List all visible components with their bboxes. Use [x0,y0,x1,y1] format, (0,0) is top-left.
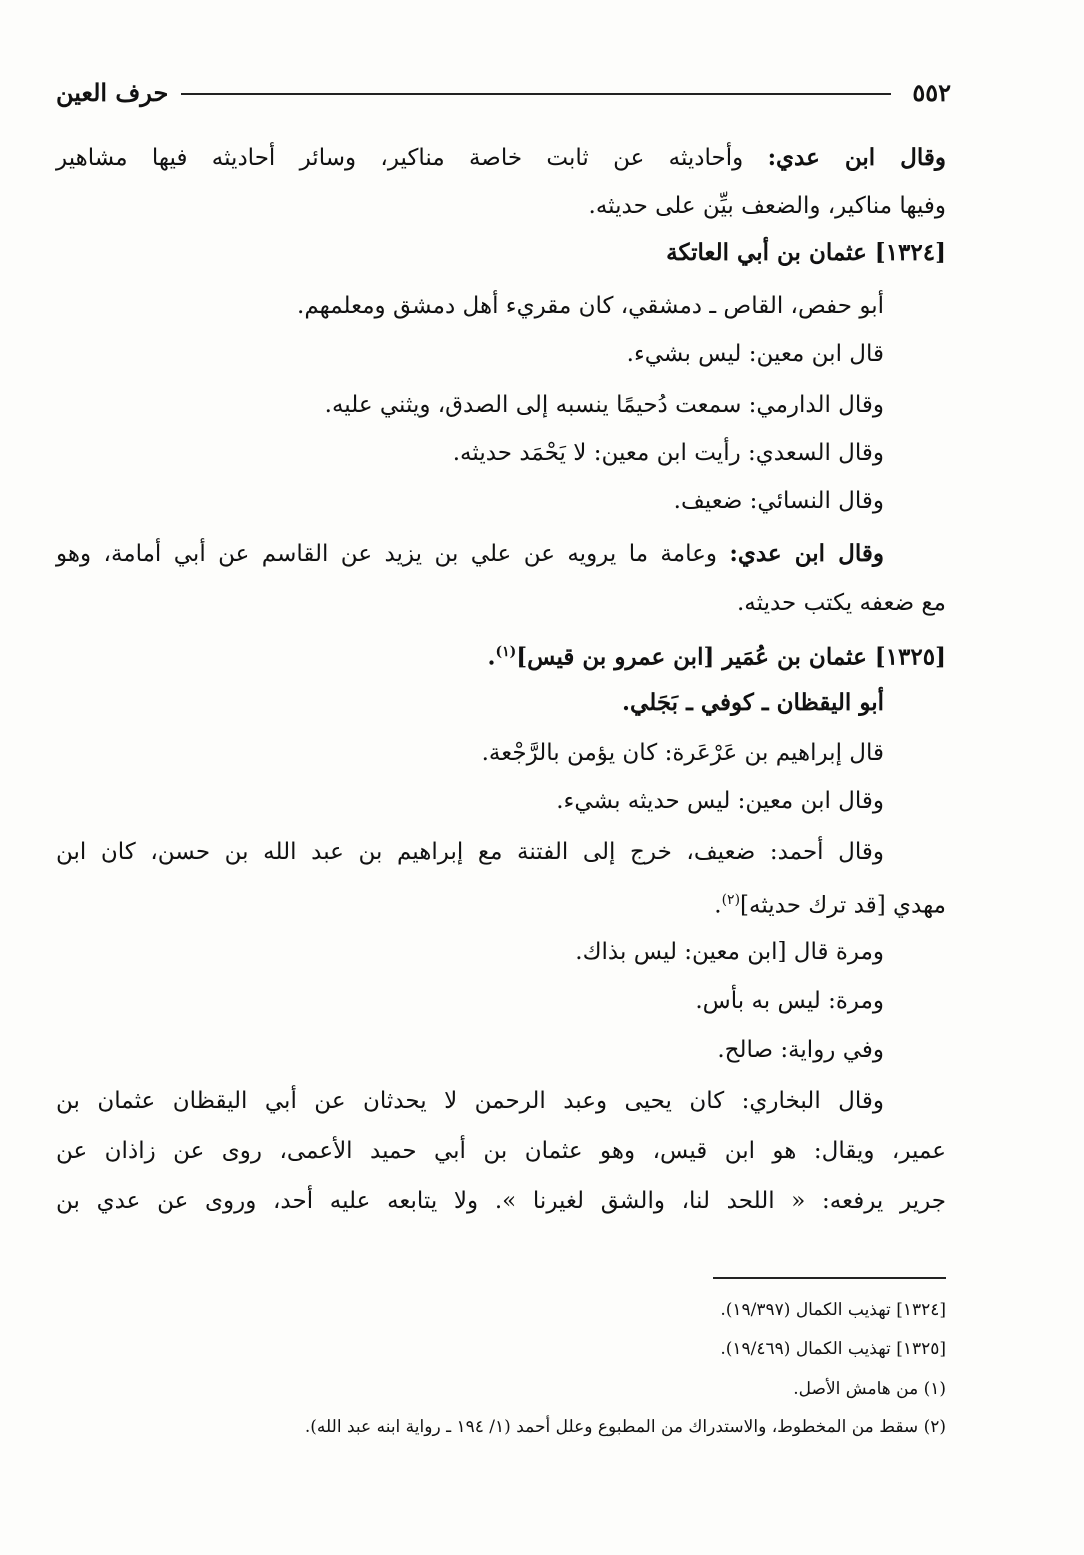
text-line: وقال الدارمي: سمعت دُحيمًا ينسبه إلى الصدق، ويثني عليه. [324,392,884,418]
text-line: جرير يرفعه: « اللحد لنا، والشق لغيرنا ». ولا يتابعه عليه أحد، وروى عن عدي بن [56,1188,946,1214]
header-rule [181,93,891,95]
text-line: عمير، ويقال: هو ابن قيس، وهو عثمان بن أبي حميد الأعمى، روى عن زاذان عن [56,1138,946,1164]
entry-title-1325: [١٣٢٥] عثمان بن عُمَير [ابن عمرو بن قيس]$^{(١)}$. [487,643,946,671]
text-line: ومرة قال [ابن معين: ليس بذاك. [575,939,884,965]
text-line: وقال أحمد: ضعيف، خرج إلى الفتنة مع إبراهيم بن عبد الله بن حسن، كان ابن [56,839,884,865]
text-line: وفيها مناكير، والضعف بيِّن على حديثه. [588,193,946,219]
footnote-ref: (٢) [721,892,741,908]
text-line: أبو اليقظان ـ كوفي ـ بَجَلي. [622,689,884,716]
footnote-rule [713,1277,946,1279]
entry-title-1324: [١٣٢٤] عثمان بن أبي العاتكة [666,239,946,266]
text-line: مع ضعفه يكتب حديثه. [737,590,946,616]
running-title: حرف العين [56,78,169,107]
text-line: وفي رواية: صالح. [717,1037,884,1063]
text-line: مهدي [قد ترك حديثه]$^{(٢)}$. [714,892,946,919]
speaker-label: وقال ابن عدي: [767,144,946,171]
footnote-ref: (١) [495,644,517,660]
text-line: وقال النسائي: ضعيف. [673,488,884,514]
text-line: قال إبراهيم بن عَرْعَرة: كان يؤمن بالرَّجْعة. [481,740,884,766]
page-header [56,78,951,112]
text-line: وقال ابن عدي: وأحاديثه عن ثابت خاصة مناكير، وسائر أحاديثه فيها مشاهير [56,144,946,171]
text-line: أبو حفص، القاص ـ دمشقي، كان مقريء أهل دمشق ومعلمهم. [297,293,884,319]
footnote: [١٣٢٥] تهذيب الكمال (١٩/٤٦٩). [720,1339,946,1359]
text-line: قال ابن معين: ليس بشيء. [626,341,884,367]
text-line: ومرة: ليس به بأس. [695,988,884,1014]
speaker-label: وقال ابن عدي: [729,540,884,567]
footnote: (٢) سقط من المخطوط، والاستدراك من المطبوع وعلل أحمد (١/ ١٩٤ ـ رواية ابنه عبد الله). [304,1417,946,1437]
text-line: وقال ابن عدي: وعامة ما يرويه عن علي بن يزيد عن القاسم عن أبي أمامة، وهو [56,540,884,567]
text-line: وقال السعدي: رأيت ابن معين: لا يَحْمَد حديثه. [452,440,884,466]
page-number: ٥٥٢ [912,78,951,107]
text-line: وقال البخاري: كان يحيى وعبد الرحمن لا يحدثان عن أبي اليقظان عثمان بن [56,1088,884,1114]
footnote: [١٣٢٤] تهذيب الكمال (١٩/٣٩٧). [720,1300,946,1320]
footnote: (١) من هامش الأصل. [793,1379,946,1399]
text-line: وقال ابن معين: ليس حديثه بشيء. [556,788,884,814]
